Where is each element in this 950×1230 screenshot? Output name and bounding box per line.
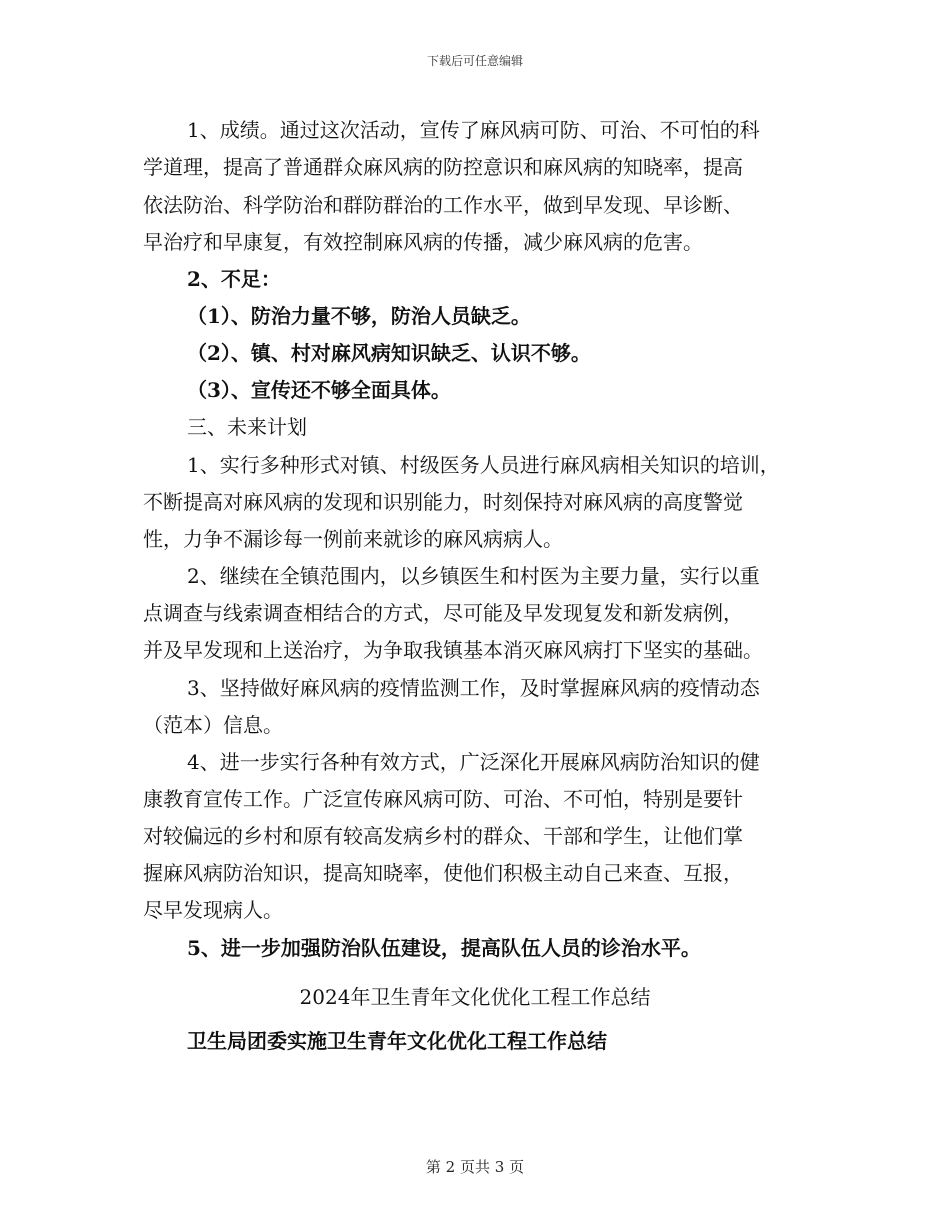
section-heading: 2、不足： (187, 267, 281, 291)
page-footer: 第 2 页共 3 页 (425, 1158, 525, 1176)
paragraph-line: 对较偏远的乡村和原有较高发病乡村的群众、干部和学生，让他们掌 (143, 824, 743, 848)
paragraph-line: 早治疗和早康复，有效控制麻风病的传播，减少麻风病的危害。 (143, 230, 703, 254)
page-header: 下载后可任意编辑 (426, 54, 523, 68)
paragraph-line: 3、坚持做好麻风病的疫情监测工作，及时掌握麻风病的疫情动态 (187, 676, 760, 700)
paragraph-line: （范本）信息。 (143, 713, 283, 737)
paragraph-line: 4、进一步实行各种有效方式，广泛深化开展麻风病防治知识的健 (187, 750, 760, 774)
list-item: （3）、宣传还不够全面具体。 (187, 378, 451, 402)
paragraph-line: 性，力争不漏诊每一例前来就诊的麻风病病人。 (143, 527, 563, 551)
paragraph-line: 尽早发现病人。 (143, 898, 283, 922)
section-heading: 三、未来计划 (187, 415, 307, 439)
paragraph-line: 并及早发现和上送治疗，为争取我镇基本消灭麻风病打下坚实的基础。 (143, 638, 763, 662)
paragraph-line: 点调查与线索调查相结合的方式，尽可能及早发现复发和新发病例， (143, 601, 743, 625)
list-item: （2）、镇、村对麻风病知识缺乏、认识不够。 (187, 341, 591, 365)
paragraph-line: 不断提高对麻风病的发现和识别能力，时刻保持对麻风病的高度警觉 (143, 490, 743, 514)
document-subtitle: 卫生局团委实施卫生青年文化优化工程工作总结 (187, 1029, 607, 1053)
list-item: （1）、防治力量不够，防治人员缺乏。 (187, 304, 531, 328)
paragraph-line: 康教育宣传工作。广泛宣传麻风病可防、可治、不可怕，特别是要针 (143, 787, 743, 811)
paragraph-line: 2、继续在全镇范围内，以乡镇医生和村医为主要力量，实行以重 (187, 564, 760, 588)
paragraph-line: 握麻风病防治知识，提高知晓率，使他们积极主动自己来查、互报， (143, 861, 743, 885)
paragraph-line: 学道理，提高了普通群众麻风病的防控意识和麻风病的知晓率，提高 (143, 155, 743, 179)
list-item: 5、进一步加强防治队伍建设，提高队伍人员的诊治水平。 (187, 936, 701, 960)
paragraph-line: 依法防治、科学防治和群防群治的工作水平，做到早发现、早诊断、 (143, 193, 743, 217)
paragraph-line: 1、实行多种形式对镇、村级医务人员进行麻风病相关知识的培训， (187, 453, 780, 477)
document-title: 2024年卫生青年文化优化工程工作总结 (299, 985, 651, 1009)
paragraph-line: 1、成绩。通过这次活动，宣传了麻风病可防、可治、不可怕的科 (187, 118, 760, 142)
